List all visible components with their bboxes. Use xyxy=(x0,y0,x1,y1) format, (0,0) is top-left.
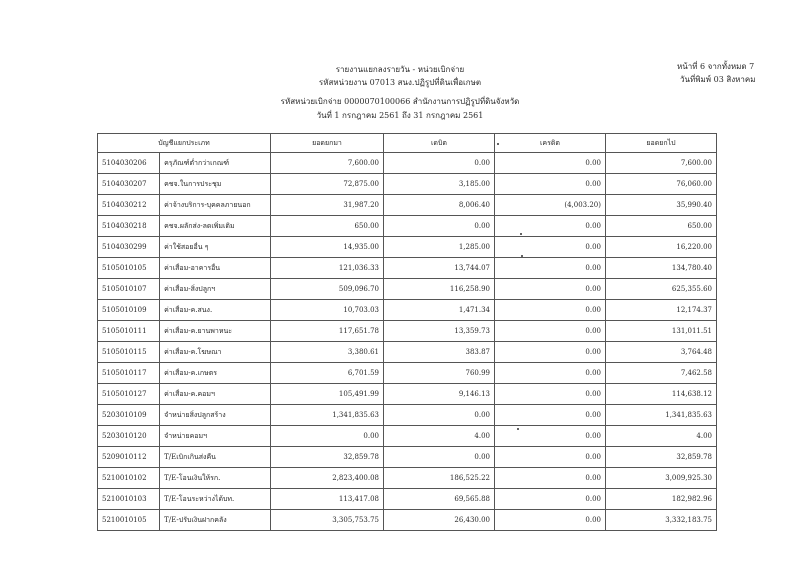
account-code-cell: 5104030212 xyxy=(98,195,160,216)
disbursement-unit-line: รหัสหน่วยเบิกจ่าย 0000070100066 สำนักงานการปฏิรูปที่ดินจังหวัด xyxy=(280,97,520,106)
ledger-table xyxy=(97,133,717,531)
table-row xyxy=(98,447,717,468)
account-code-cell: 5104030299 xyxy=(98,237,160,258)
account-code-cell: 5105010107 xyxy=(98,279,160,300)
debit-cell: 4.00 xyxy=(384,426,495,447)
brought-forward-cell: 2,823,400.08 xyxy=(271,468,384,489)
account-name-cell: ค่าใช้สอยอื่น ๆ xyxy=(160,237,271,258)
account-code-cell: 5105010105 xyxy=(98,258,160,279)
table-row xyxy=(98,426,717,447)
account-name-cell: ค่าจ้างบริการ-บุคคลภายนอก xyxy=(160,195,271,216)
credit-cell: 0.00 xyxy=(495,363,606,384)
debit-cell: 69,565.88 xyxy=(384,489,495,510)
carried-forward-cell: 625,355.60 xyxy=(606,279,717,300)
debit-cell: 8,006.40 xyxy=(384,195,495,216)
account-name-cell: ค่าเสื่อม-อาคารอื่น xyxy=(160,258,271,279)
credit-cell: 0.00 xyxy=(495,321,606,342)
page-number: หน้าที่ 6 จากทั้งหมด 7 xyxy=(677,62,755,71)
account-name-cell: ค่าเสื่อม-ค.คอมฯ xyxy=(160,384,271,405)
account-code-cell: 5203010120 xyxy=(98,426,160,447)
debit-cell: 760.99 xyxy=(384,363,495,384)
account-name-cell: ค่าเสื่อม-ค.เกษตร xyxy=(160,363,271,384)
credit-cell: 0.00 xyxy=(495,279,606,300)
table-row xyxy=(98,195,717,216)
brought-forward-cell: 0.00 xyxy=(271,426,384,447)
account-code-cell: 5105010115 xyxy=(98,342,160,363)
scan-speck xyxy=(517,428,519,430)
agency-code-line: รหัสหน่วยงาน 07013 สนง.ปฏิรูปที่ดินเพื่อเกษต xyxy=(318,78,482,87)
col-header-brought-forward: ยอดยกมา xyxy=(271,134,384,153)
table-row xyxy=(98,153,717,174)
date-range-line: วันที่ 1 กรกฎาคม 2561 ถึง 31 กรกฎาคม 2561 xyxy=(316,111,484,120)
credit-cell: 0.00 xyxy=(495,174,606,195)
table-row xyxy=(98,258,717,279)
account-name-cell: T/Eเบิกเกินส่งคืน xyxy=(160,447,271,468)
credit-cell: 0.00 xyxy=(495,342,606,363)
col-header-carried-forward: ยอดยกไป xyxy=(606,134,717,153)
table-row xyxy=(98,510,717,531)
credit-cell: 0.00 xyxy=(495,384,606,405)
credit-cell: 0.00 xyxy=(495,426,606,447)
credit-cell: (4,003.20) xyxy=(495,195,606,216)
carried-forward-cell: 12,174.37 xyxy=(606,300,717,321)
credit-cell: 0.00 xyxy=(495,300,606,321)
brought-forward-cell: 72,875.00 xyxy=(271,174,384,195)
table-row xyxy=(98,384,717,405)
credit-cell: 0.00 xyxy=(495,405,606,426)
brought-forward-cell: 113,417.08 xyxy=(271,489,384,510)
brought-forward-cell: 117,651.78 xyxy=(271,321,384,342)
scan-speck xyxy=(497,143,499,145)
debit-cell: 3,185.00 xyxy=(384,174,495,195)
account-code-cell: 5104030206 xyxy=(98,153,160,174)
brought-forward-cell: 509,096.70 xyxy=(271,279,384,300)
report-title: รายงานแยกลงรายวัน - หน่วยเบิกจ่าย xyxy=(335,65,465,74)
brought-forward-cell: 32,859.78 xyxy=(271,447,384,468)
account-name-cell: ครุภัณฑ์ต่ำกว่าเกณฑ์ xyxy=(160,153,271,174)
credit-cell: 0.00 xyxy=(495,153,606,174)
table-row xyxy=(98,300,717,321)
account-code-cell: 5105010111 xyxy=(98,321,160,342)
table-row xyxy=(98,468,717,489)
credit-cell: 0.00 xyxy=(495,489,606,510)
carried-forward-cell: 182,982.96 xyxy=(606,489,717,510)
account-name-cell: ค่าเสื่อม-ค.ยานพาหนะ xyxy=(160,321,271,342)
account-name-cell: T/E-โอนเงินให้รก. xyxy=(160,468,271,489)
credit-cell: 0.00 xyxy=(495,468,606,489)
carried-forward-cell: 3,332,183.75 xyxy=(606,510,717,531)
credit-cell: 0.00 xyxy=(495,216,606,237)
account-code-cell: 5105010127 xyxy=(98,384,160,405)
account-code-cell: 5210010105 xyxy=(98,510,160,531)
carried-forward-cell: 76,060.00 xyxy=(606,174,717,195)
carried-forward-cell: 16,220.00 xyxy=(606,237,717,258)
debit-cell: 13,744.07 xyxy=(384,258,495,279)
debit-cell: 116,258.90 xyxy=(384,279,495,300)
debit-cell: 186,525.22 xyxy=(384,468,495,489)
account-name-cell: T/E-ปรับเงินฝากคลัง xyxy=(160,510,271,531)
table-row xyxy=(98,321,717,342)
account-code-cell: 5104030218 xyxy=(98,216,160,237)
print-date: วันที่พิมพ์ 03 สิงหาคม xyxy=(680,75,756,84)
credit-cell: 0.00 xyxy=(495,237,606,258)
account-name-cell: จำหน่ายคอมฯ xyxy=(160,426,271,447)
debit-cell: 1,471.34 xyxy=(384,300,495,321)
carried-forward-cell: 3,764.48 xyxy=(606,342,717,363)
brought-forward-cell: 10,703.03 xyxy=(271,300,384,321)
debit-cell: 383.87 xyxy=(384,342,495,363)
debit-cell: 0.00 xyxy=(384,153,495,174)
table-row xyxy=(98,405,717,426)
account-code-cell: 5210010102 xyxy=(98,468,160,489)
credit-cell: 0.00 xyxy=(495,510,606,531)
carried-forward-cell: 650.00 xyxy=(606,216,717,237)
account-name-cell: คชจ.ในการประชุม xyxy=(160,174,271,195)
brought-forward-cell: 105,491.99 xyxy=(271,384,384,405)
account-name-cell: T/E-โอนระหว่างได้บท. xyxy=(160,489,271,510)
col-header-credit: เครดิต xyxy=(495,134,606,153)
credit-cell: 0.00 xyxy=(495,258,606,279)
debit-cell: 9,146.13 xyxy=(384,384,495,405)
account-code-cell: 5105010109 xyxy=(98,300,160,321)
table-row xyxy=(98,279,717,300)
credit-cell: 0.00 xyxy=(495,447,606,468)
scan-speck xyxy=(520,233,522,235)
carried-forward-cell: 32,859.78 xyxy=(606,447,717,468)
account-name-cell: จำหน่ายสิ่งปลูกสร้าง xyxy=(160,405,271,426)
table-row xyxy=(98,489,717,510)
account-code-cell: 5104030207 xyxy=(98,174,160,195)
table-row xyxy=(98,237,717,258)
table-header-row xyxy=(98,134,717,153)
col-header-account: บัญชีแยกประเภท xyxy=(98,134,271,153)
carried-forward-cell: 134,780.40 xyxy=(606,258,717,279)
scan-speck xyxy=(521,255,523,257)
table-row xyxy=(98,174,717,195)
debit-cell: 26,430.00 xyxy=(384,510,495,531)
account-name-cell: ค่าเสื่อม-สิ่งปลูกฯ xyxy=(160,279,271,300)
debit-cell: 13,359.73 xyxy=(384,321,495,342)
debit-cell: 0.00 xyxy=(384,216,495,237)
debit-cell: 0.00 xyxy=(384,447,495,468)
carried-forward-cell: 4.00 xyxy=(606,426,717,447)
account-name-cell: คชจ.ผลักส่ง-ลดเพิ่มเติม xyxy=(160,216,271,237)
carried-forward-cell: 131,011.51 xyxy=(606,321,717,342)
brought-forward-cell: 6,701.59 xyxy=(271,363,384,384)
table-row xyxy=(98,363,717,384)
col-header-debit: เดบิต xyxy=(384,134,495,153)
carried-forward-cell: 7,600.00 xyxy=(606,153,717,174)
brought-forward-cell: 31,987.20 xyxy=(271,195,384,216)
brought-forward-cell: 650.00 xyxy=(271,216,384,237)
account-code-cell: 5210010103 xyxy=(98,489,160,510)
account-code-cell: 5203010109 xyxy=(98,405,160,426)
brought-forward-cell: 7,600.00 xyxy=(271,153,384,174)
account-code-cell: 5209010112 xyxy=(98,447,160,468)
account-name-cell: ค่าเสื่อม-ค.สนง. xyxy=(160,300,271,321)
brought-forward-cell: 3,305,753.75 xyxy=(271,510,384,531)
carried-forward-cell: 1,341,835.63 xyxy=(606,405,717,426)
carried-forward-cell: 114,638.12 xyxy=(606,384,717,405)
account-name-cell: ค่าเสื่อม-ค.โฆษณา xyxy=(160,342,271,363)
ledger-body xyxy=(98,153,717,531)
table-row xyxy=(98,216,717,237)
carried-forward-cell: 35,990.40 xyxy=(606,195,717,216)
debit-cell: 1,285.00 xyxy=(384,237,495,258)
account-code-cell: 5105010117 xyxy=(98,363,160,384)
carried-forward-cell: 7,462.58 xyxy=(606,363,717,384)
table-row xyxy=(98,342,717,363)
brought-forward-cell: 3,380.61 xyxy=(271,342,384,363)
brought-forward-cell: 1,341,835.63 xyxy=(271,405,384,426)
carried-forward-cell: 3,009,925.30 xyxy=(606,468,717,489)
brought-forward-cell: 14,935.00 xyxy=(271,237,384,258)
brought-forward-cell: 121,036.33 xyxy=(271,258,384,279)
debit-cell: 0.00 xyxy=(384,405,495,426)
